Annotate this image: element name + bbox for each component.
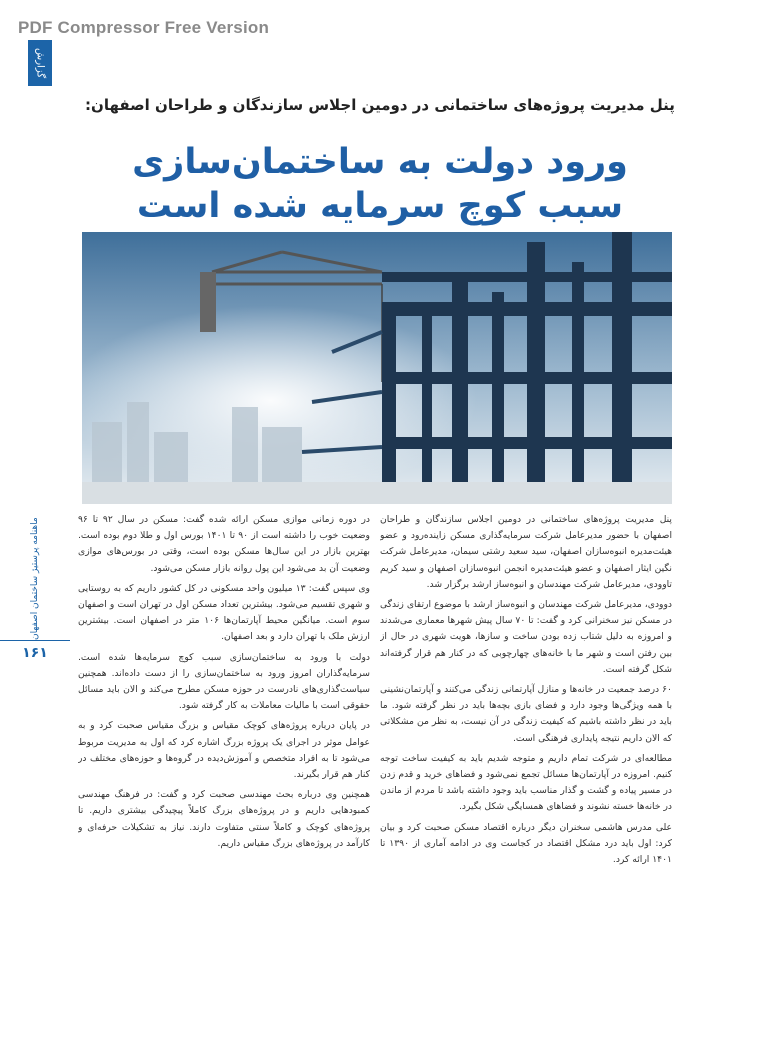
paragraph: علی مدرس هاشمی سخنران دیگر درباره اقتصاد مسکن صحبت کرد و بیان کرد: اول باید درد مشکل اقتصاد در کجاست وی در ادامه آماری از ۱۳۹۰ تا ۱۴۰۱ ارائه کرد.	[380, 821, 672, 866]
article-column-left	[78, 512, 370, 982]
construction-photo-illustration	[82, 232, 672, 504]
article-title	[80, 140, 680, 228]
page-number: ۱۶۱	[22, 645, 48, 661]
construction-photo	[82, 232, 672, 504]
paragraph: مطالعه‌ای در شرکت تمام داریم و متوجه شدیم باید به کیفیت ساخت توجه کنیم. امروزه در آپارتمان‌ها مسائل تجمع نمی‌شود و فضاهای خرید و قدم زدن در مسیر پیاده و گشت و گذار مناسب باید وجود داشته باشد تا مردم از ماندن در خانه‌ها خسته نشوند و فضاهای همسایگی شکل بگیرد.	[380, 752, 672, 813]
paragraph: در پایان درباره پروژه‌های کوچک مقیاس و بزرگ مقیاس صحبت کرد و به عوامل موثر در اجرای یک پروژه بزرگ اشاره کرد که اول به مدیریت مربوط می‌شود تا به افراد متخصص و آموزش‌دیده در گروه‌ها و حوزه‌های مختلف در کنار هم قرار بگیرند.	[78, 720, 370, 781]
section-tab: گزارش	[28, 40, 52, 86]
paragraph: وی سپس گفت: ۱۳ میلیون واحد مسکونی در کل کشور داریم که به روستایی و شهری تقسیم می‌شود. بیشترین تعداد مسکن اول در تهران است و اصفهان سوم است. میانگین محیط آپارتمان‌ها ۱۰۶ متر در اصفهان است. بیشترین ارزش ملک با تهران دارد و بعد اصفهان.	[78, 582, 370, 643]
paragraph: در دوره زمانی موازی مسکن ارائه شده گفت: مسکن در سال ۹۲ تا ۹۶ وضعیت خوب را داشته است از ۹۰ تا ۱۴۰۱ بورس اول و طلا دوم بوده است. بهترین بازار در این سال‌ها مسکن بوده است، وقتی در بورس‌های موازی وضعیت آن بد می‌شود این پول روانه بازار مسکن می‌شود.	[78, 514, 370, 574]
side-magazine-label: ماهنامه پرستیژ ساختمان اصفهان	[30, 517, 40, 640]
paragraph: ۶۰ درصد جمعیت در خانه‌ها و منازل آپارتمانی زندگی می‌کنند و آپارتمان‌نشینی با همه ویژگی‌ها وجود دارد و فضای بازی بچه‌ها باید در نظر گرفته شود. ما باید در نظر داشته باشیم که کیفیت زندگی در آن نیست، به نظر من مشکلاتی که الان داریم نتیجه پایداری فرهنگی است.	[380, 684, 672, 744]
title-line-2: سبب کوچ سرمایه شده است	[136, 186, 624, 226]
paragraph: همچنین وی درباره بحث مهندسی صحبت کرد و گفت: در فرهنگ مهندسی کمبودهایی داریم و در پروژه‌های بزرگ کاملاً پیچیدگی بیشتری داریم. تا پروژه‌های کوچک و کاملاً سنتی متفاوت دارند. نیاز به تشکیلات حرفه‌ای و کارآمد در پروژه‌های بزرگ مقیاس داریم.	[78, 789, 370, 849]
paragraph: پنل مدیریت پروژه‌های ساختمانی در دومین اجلاس سازندگان و طراحان اصفهان با حضور مدیرعامل شرکت سرمایه‌گذاری مسکن زاینده‌رود و عضو هیئت‌مدیره انبوه‌سازان اصفهان، سید سعید رشتی سیمان، مدیرعامل شرکت نگین ایثار اصفهان و عضو هیئت‌مدیره انجمن انبوه‌سازان اصفهان و سید کریم تاوودی، مدیرعامل شرکت مهندسان و انبوه‌ساز ارشد برگزار شد.	[380, 514, 672, 590]
pdf-watermark: PDF Compressor Free Version	[18, 18, 270, 37]
paragraph: دولت با ورود به ساختمان‌سازی سبب کوچ سرمایه‌ها شده است. سرمایه‌گذاران امروز ورود به ساختمان‌سازی را از دست داده‌اند. همچنین سیاست‌گذاری‌های نادرست در حوزه مسکن مطرح می‌کند و الان باید مسائل حقوقی است با مالیات معاملات به کار گرفته شود.	[78, 651, 370, 712]
title-line-1: ورود دولت به ساختمان‌سازی	[132, 142, 628, 182]
article-pretitle: پنل مدیریت پروژه‌های ساختمانی در دومین اجلاس سازندگان و طراحان اصفهان:	[85, 96, 675, 114]
page-number-box	[0, 640, 70, 665]
paragraph: دوودی، مدیرعامل شرکت مهندسان و انبوه‌ساز ارشد با موضوع ارتقای زندگی در مسکن نیز سخنرانی کرد و گفت: تا ۷۰ سال پیش شهرها معماری می‌شدند و امروزه به دلیل شتاب زده بودن ساخت و سازها، هویت شهری در حال از بین رفتن است و شهر ما با خانه‌های چهارچوبی که در کنار هم قرار گرفته‌اند شکل گرفته است.	[380, 599, 672, 675]
article-column-right	[380, 512, 672, 982]
